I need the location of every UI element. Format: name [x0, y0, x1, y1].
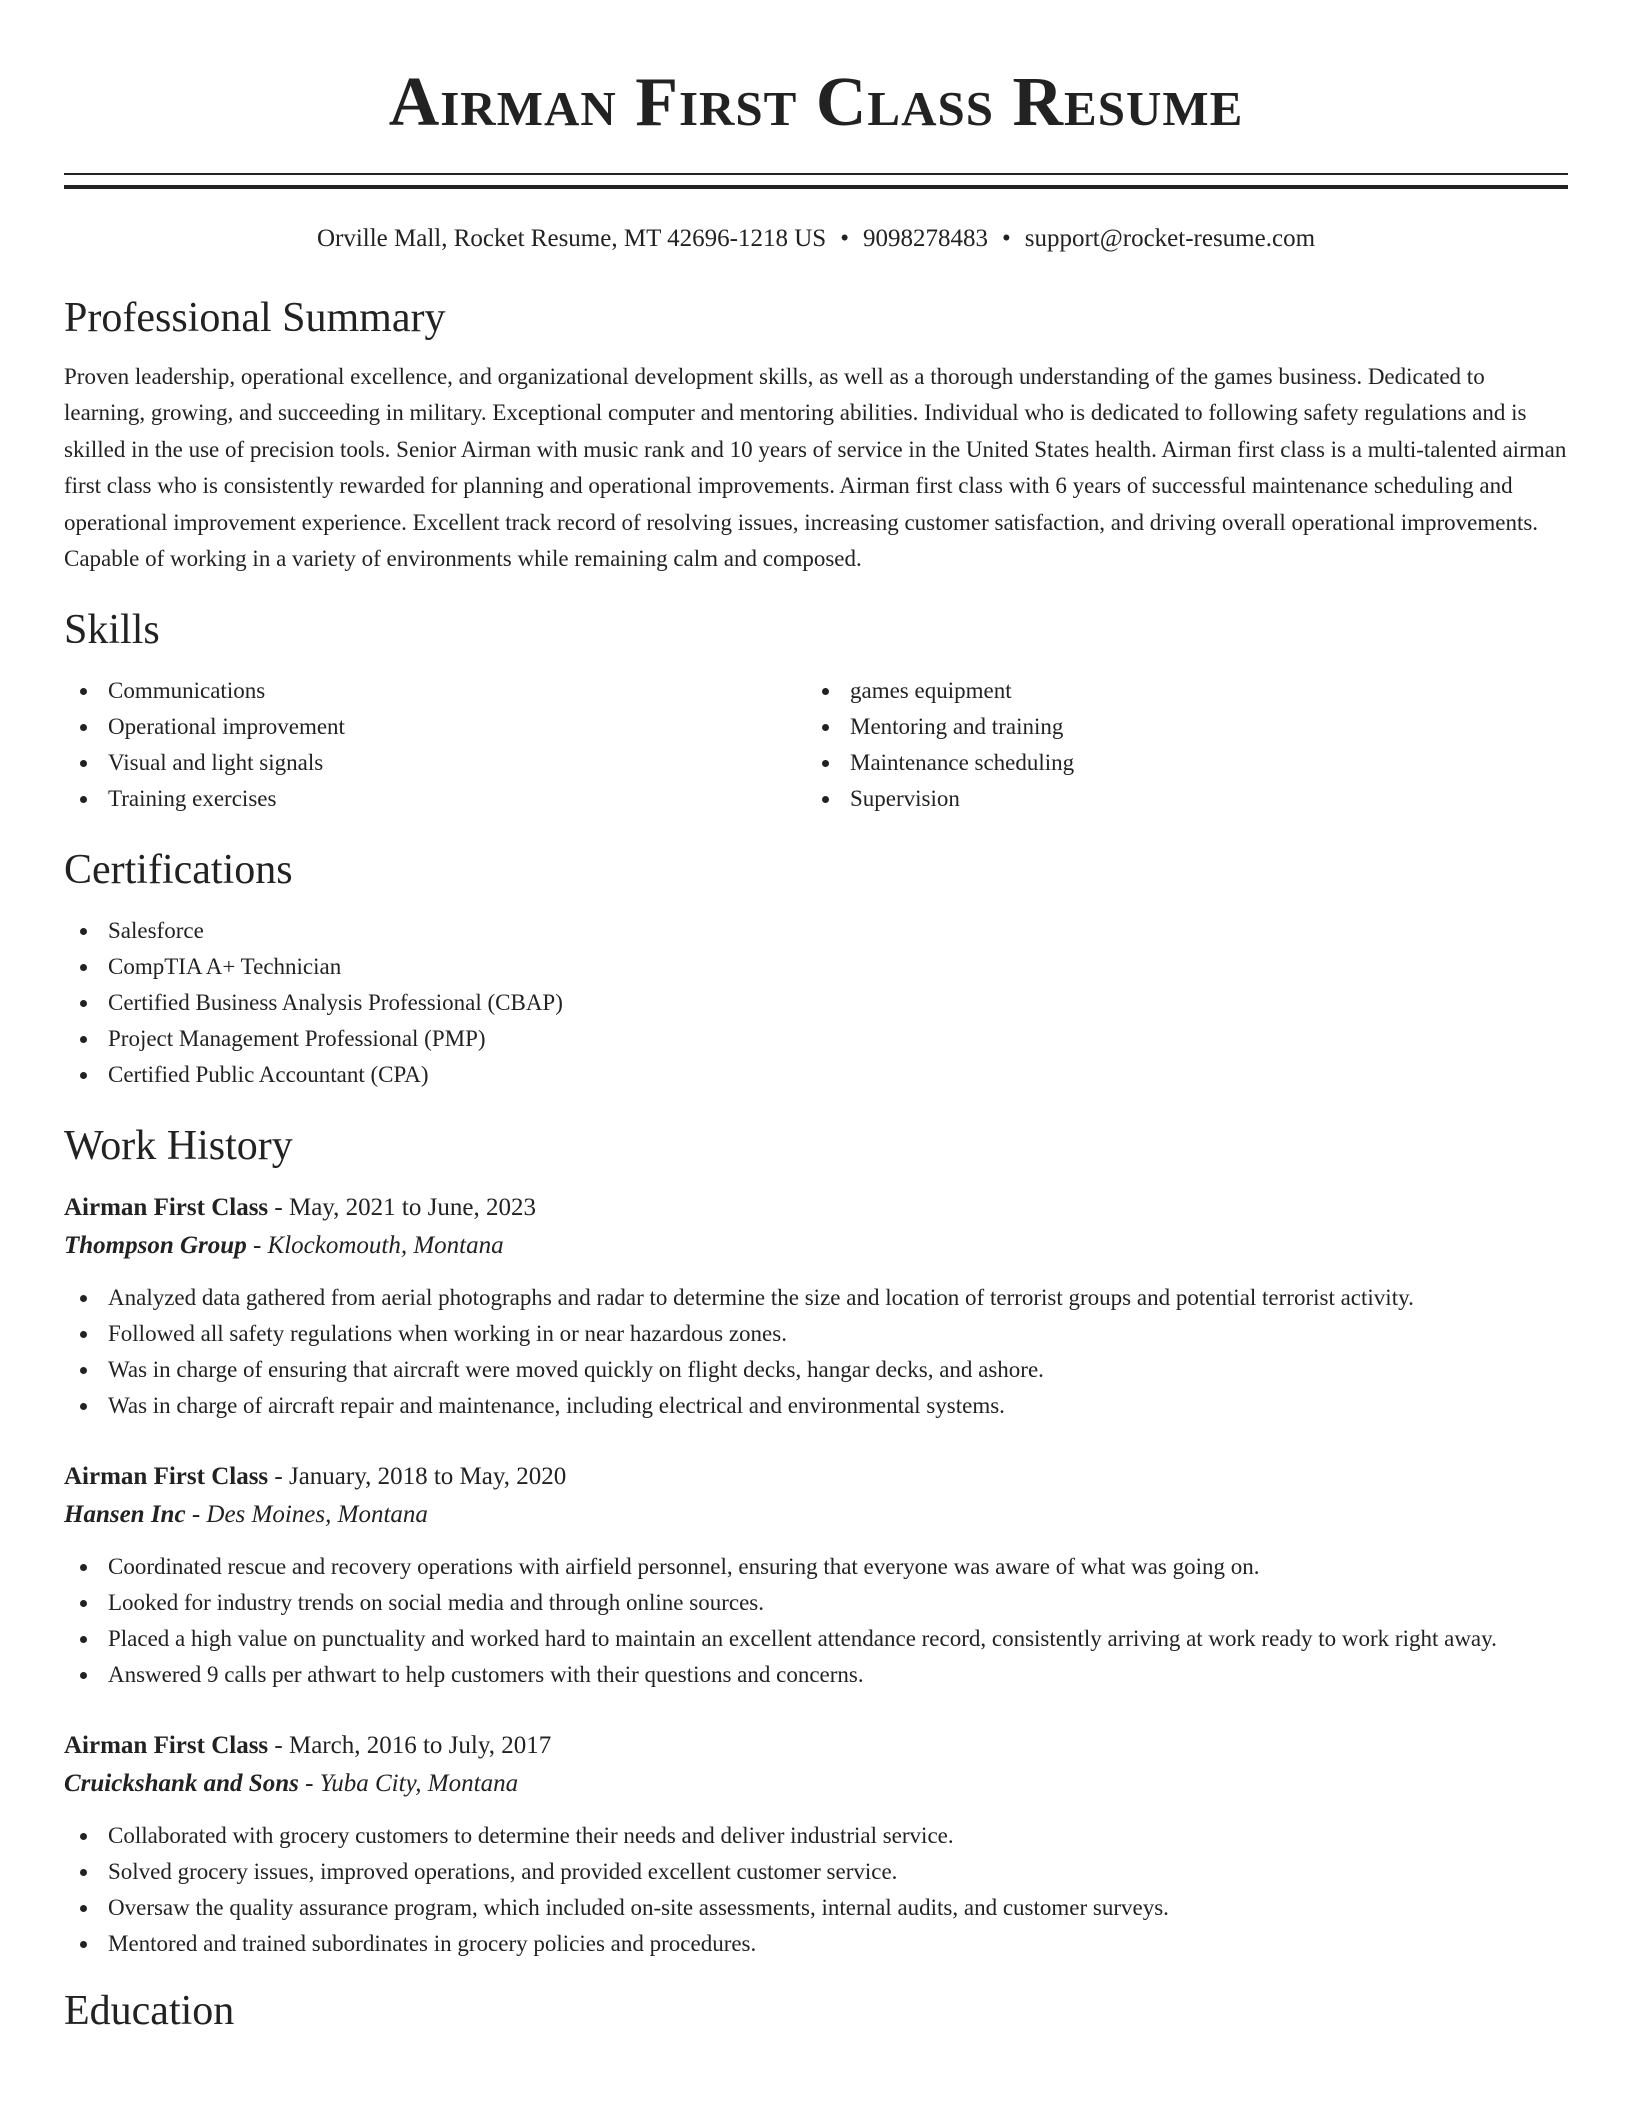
contact-separator: • — [1001, 225, 1011, 252]
skill-item: Visual and light signals — [64, 745, 806, 781]
contact-address: Orville Mall, Rocket Resume, MT 42696-1218 US — [316, 225, 827, 252]
job-entry — [64, 1189, 1568, 1424]
contact-line — [64, 223, 1568, 255]
job-title-line — [64, 1458, 1568, 1496]
certification-item: Project Management Professional (PMP) — [64, 1021, 1568, 1057]
job-bullet: Placed a high value on punctuality and worked hard to maintain an excellent attendance record, consistently arriving at work ready to work right away. — [64, 1621, 1568, 1657]
job-company: Cruickshank and Sons — [64, 1770, 299, 1798]
job-entry — [64, 1727, 1568, 1962]
job-bullet: Followed all safety regulations when working in or near hazardous zones. — [64, 1316, 1568, 1352]
job-bullets — [64, 1280, 1568, 1424]
job-dates: - March, 2016 to July, 2017 — [268, 1732, 552, 1760]
job-role: Airman First Class — [64, 1194, 269, 1222]
title-divider — [64, 173, 1568, 189]
skills-heading: Skills — [64, 607, 160, 654]
summary-text: Proven leadership, operational excellence, and organizational development skills, as well as a thorough understanding of the games business. Dedicated to learning, growing, and succeeding in military. Exceptional computer and mentoring abilities. Individual who is dedicated to following safety regulations and is skilled in the use of precision tools. Senior Airman with music rank and 10 years of service in the United States health. Airman first class is a multi-talented airman first class who is consistently rewarded for planning and operational improvements. Airman first class with 6 years of successful maintenance scheduling and operational improvement experience. Excellent track record of resolving issues, increasing customer satisfaction, and driving overall operational improvements. Capable of working in a variety of environments while remaining calm and composed. — [64, 364, 1567, 572]
skill-item: Mentoring and training — [806, 709, 1548, 745]
job-dates: - May, 2021 to June, 2023 — [268, 1194, 536, 1222]
job-title-line — [64, 1189, 1568, 1227]
contact-phone: 9098278483 — [862, 225, 988, 252]
skill-item: Maintenance scheduling — [806, 745, 1548, 781]
job-bullet: Coordinated rescue and recovery operations with airfield personnel, ensuring that everyone was aware of what was going on. — [64, 1549, 1568, 1585]
job-role: Airman First Class — [64, 1463, 269, 1491]
certifications-list — [64, 913, 1568, 1093]
job-company: Thompson Group — [64, 1232, 247, 1260]
job-bullet: Mentored and trained subordinates in grocery policies and procedures. — [64, 1926, 1568, 1962]
job-role: Airman First Class — [64, 1732, 269, 1760]
job-title-line — [64, 1727, 1568, 1765]
education-heading: Education — [64, 1988, 235, 2035]
skill-item: Operational improvement — [64, 709, 806, 745]
job-bullet: Collaborated with grocery customers to determine their needs and deliver industrial service. — [64, 1818, 1568, 1854]
skill-item: Training exercises — [64, 781, 806, 817]
certification-item: Salesforce — [64, 913, 1568, 949]
skills-list-left — [64, 673, 806, 817]
skills-list-right — [806, 673, 1548, 817]
job-location: - Des Moines, Montana — [185, 1501, 428, 1529]
resume-page — [64, 0, 1568, 2036]
skills-grid — [64, 673, 1568, 817]
certifications-heading: Certifications — [64, 847, 293, 894]
job-location: - Yuba City, Montana — [298, 1770, 519, 1798]
skill-item: Communications — [64, 673, 806, 709]
job-bullet: Looked for industry trends on social media and through online sources. — [64, 1585, 1568, 1621]
job-bullet: Oversaw the quality assurance program, which included on-site assessments, internal audits, and customer surveys. — [64, 1890, 1568, 1926]
contact-separator: • — [840, 225, 849, 252]
job-company-line — [64, 1496, 1568, 1534]
job-bullet: Analyzed data gathered from aerial photographs and radar to determine the size and location of terrorist groups and potential terrorist activity. — [64, 1280, 1568, 1316]
job-entry — [64, 1458, 1568, 1693]
certification-item: Certified Business Analysis Professional (CBAP) — [64, 985, 1568, 1021]
job-bullet: Solved grocery issues, improved operations, and provided excellent customer service. — [64, 1854, 1568, 1890]
job-bullet: Answered 9 calls per athwart to help customers with their questions and concerns. — [64, 1657, 1568, 1693]
contact-email: support@rocket-resume.com — [1024, 225, 1316, 252]
resume-title: Airman First Class Resume — [388, 64, 1244, 141]
job-bullet: Was in charge of aircraft repair and maintenance, including electrical and environmental systems. — [64, 1388, 1568, 1424]
job-bullets — [64, 1818, 1568, 1962]
job-dates: - January, 2018 to May, 2020 — [268, 1463, 567, 1491]
certification-item: CompTIA A+ Technician — [64, 949, 1568, 985]
skill-item: Supervision — [806, 781, 1548, 817]
certification-item: Certified Public Accountant (CPA) — [64, 1057, 1568, 1093]
job-company-line — [64, 1227, 1568, 1265]
job-location: - Klockomouth, Montana — [246, 1232, 504, 1260]
skill-item: games equipment — [806, 673, 1548, 709]
job-bullet: Was in charge of ensuring that aircraft were moved quickly on flight decks, hangar decks, and ashore. — [64, 1352, 1568, 1388]
job-company-line — [64, 1765, 1568, 1803]
job-bullets — [64, 1549, 1568, 1693]
summary-heading: Professional Summary — [64, 295, 446, 341]
job-company: Hansen Inc — [64, 1501, 186, 1529]
work-history-heading: Work History — [64, 1123, 293, 1170]
